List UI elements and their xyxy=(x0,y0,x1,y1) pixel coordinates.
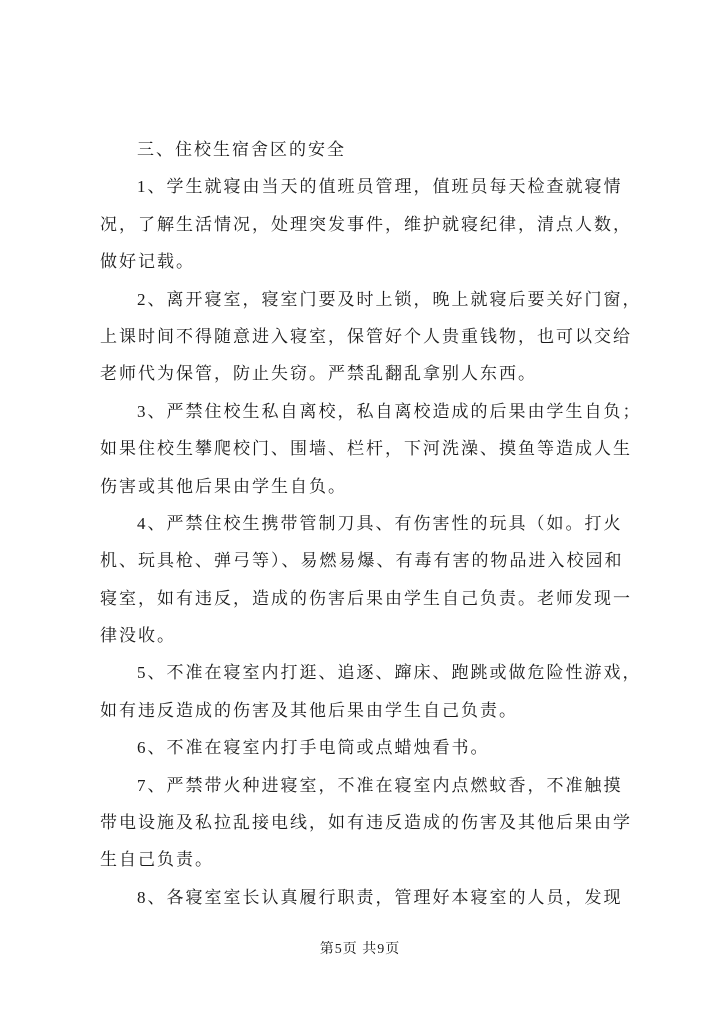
paragraph xyxy=(100,393,640,505)
text-line: 律没收。 xyxy=(100,626,176,646)
paragraph xyxy=(100,654,640,729)
text-line: 机、玩具枪、弹弓等）、易燃易爆、有毒有害的物品进入校园和 xyxy=(100,551,624,571)
paragraph xyxy=(100,729,640,766)
text-line: 4、严禁住校生携带管制刀具、有伤害性的玩具（如。打火 xyxy=(137,513,623,533)
text-line: 8、各寝室室长认真履行职责，管理好本寝室的人员，发现 xyxy=(137,887,623,907)
text-line: 做好记载。 xyxy=(100,252,195,272)
text-line: 2、离开寝室，寝室门要及时上锁，晚上就寝后要关好门窗， xyxy=(137,289,642,309)
page-number: 第5页 共9页 xyxy=(319,942,401,957)
text-line: 3、严禁住校生私自离校，私自离校造成的后果由学生自负； xyxy=(137,401,642,421)
text-line: 带电设施及私拉乱接电线，如有违反造成的伤害及其他后果由学 xyxy=(100,813,632,833)
text-line: 1、学生就寝由当天的值班员管理，值班员每天检查就寝情 xyxy=(137,177,623,197)
text-line: 7、严禁带火种进寝室，不准在寝室内点燃蚊香，不准触摸 xyxy=(137,775,623,795)
text-line: 5、不准在寝室内打逛、追逐、蹿床、跑跳或做危险性游戏， xyxy=(137,663,642,683)
text-line: 生自己负责。 xyxy=(100,850,214,870)
document-body xyxy=(100,131,640,916)
text-line: 况，了解生活情况，处理突发事件，维护就寝纪律，清点人数， xyxy=(100,214,632,234)
paragraph xyxy=(100,281,640,393)
text-line: 老师代为保管，防止失窃。严禁乱翻乱拿别人东西。 xyxy=(100,364,537,384)
text-line: 寝室，如有违反，造成的伤害后果由学生自己负责。老师发现一 xyxy=(100,588,632,608)
section-heading: 三、住校生宿舍区的安全 xyxy=(137,140,346,159)
paragraph xyxy=(100,168,640,280)
paragraph xyxy=(100,505,640,655)
text-line: 6、不准在寝室内打手电筒或点蜡烛看书。 xyxy=(137,738,490,758)
paragraph xyxy=(100,879,640,916)
text-line: 如果住校生攀爬校门、围墙、栏杆，下河洗澡、摸鱼等造成人生 xyxy=(100,439,632,459)
text-line: 上课时间不得随意进入寝室，保管好个人贵重钱物，也可以交给 xyxy=(100,326,632,346)
text-line: 伤害或其他后果由学生自负。 xyxy=(100,476,347,496)
paragraph xyxy=(100,767,640,879)
text-line: 如有违反造成的伤害及其他后果由学生自己负责。 xyxy=(100,700,518,720)
